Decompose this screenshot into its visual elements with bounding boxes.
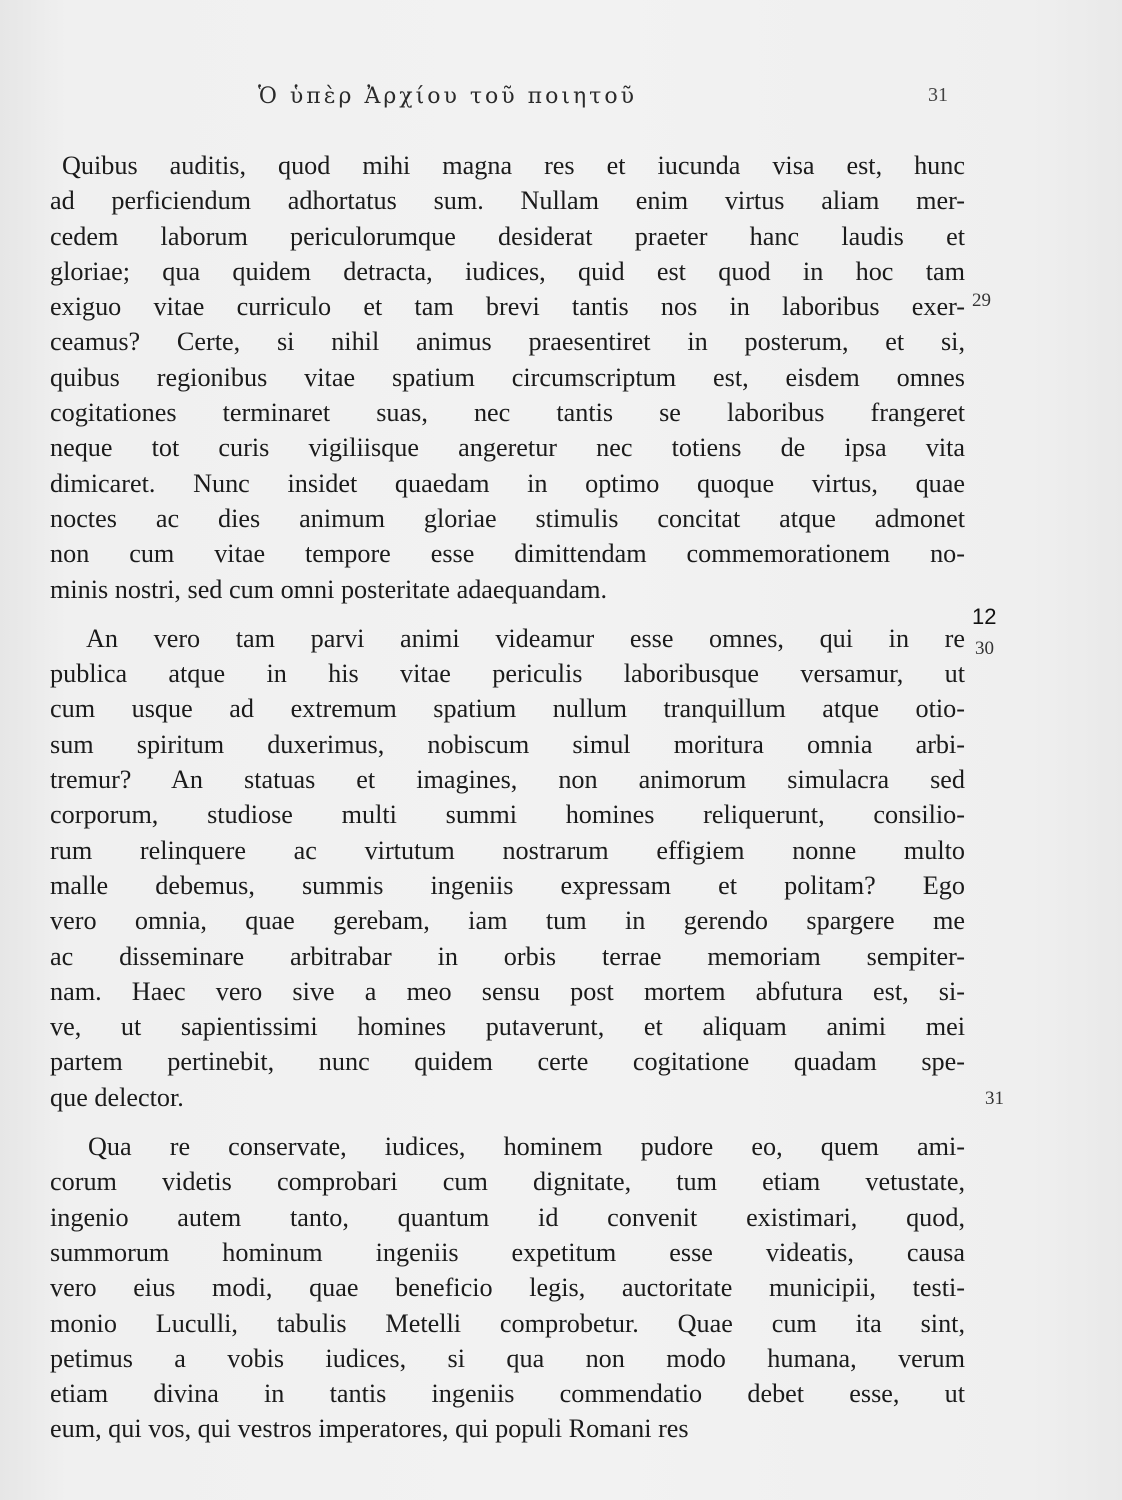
text-line: exiguo vitae curriculo et tam brevi tantis nos in laboribus exer-: [50, 292, 965, 322]
paragraph-1: [50, 148, 965, 607]
margin-number-29: 29: [972, 290, 991, 311]
text-line: An vero tam parvi animi videamur esse omnes, qui in re: [86, 623, 965, 653]
body-text: [50, 148, 965, 1447]
text-line: gloriae; qua quidem detracta, iudices, quid est quod in hoc tam: [50, 256, 965, 286]
text-line: quibus regionibus vitae spatium circumscriptum est, eisdem omnes: [50, 362, 965, 392]
paragraph-gap: [50, 1115, 965, 1129]
text-line: summorum hominum ingeniis expetitum esse videatis, causa: [50, 1237, 965, 1267]
text-line: nam. Haec vero sive a meo sensu post mortem abfutura est, si-: [50, 976, 965, 1006]
text-line: corum videtis comprobari cum dignitate, tum etiam vetustate,: [50, 1167, 965, 1197]
text-line: noctes ac dies animum gloriae stimulis concitat atque admonet: [50, 503, 965, 533]
text-line: ac disseminare arbitrabar in orbis terrae memoriam sempiter-: [50, 941, 965, 971]
text-line: ceamus? Certe, si nihil animus praesentiret in posterum, et si,: [50, 327, 965, 357]
text-line: vero omnia, quae gerebam, iam tum in gerendo spargere me: [50, 906, 965, 936]
text-line: monio Luculli, tabulis Metelli comprobetur. Quae cum ita sint,: [50, 1308, 965, 1338]
text-line: etiam divina in tantis ingeniis commendatio debet esse, ut: [50, 1379, 965, 1409]
text-line: eum, qui vos, qui vestros imperatores, qui populi Romani res: [50, 1414, 689, 1444]
paragraph-gap: [50, 607, 965, 621]
text-line: Quibus auditis, quod mihi magna res et iucunda visa est, hunc: [62, 151, 965, 180]
text-line: partem pertinebit, nunc quidem certe cogitatione quadam spe-: [50, 1047, 965, 1077]
text-line: non cum vitae tempore esse dimittendam commemorationem no-: [50, 539, 965, 569]
text-line: dimicaret. Nunc insidet quaedam in optimo quoque virtus, quae: [50, 468, 965, 498]
page-number: 31: [928, 84, 948, 106]
margin-number-30: 30: [975, 638, 994, 659]
text-line: malle debemus, summis ingeniis expressam et politam? Ego: [50, 870, 965, 900]
text-line: tremur? An statuas et imagines, non animorum simulacra sed: [50, 765, 965, 795]
text-line: minis nostri, sed cum omni posteritate adaequandam.: [50, 574, 608, 604]
text-line: cum usque ad extremum spatium nullum tranquillum atque otio-: [50, 694, 965, 724]
margin-number-31: 31: [985, 1088, 1004, 1109]
paragraph-2: [50, 621, 965, 1115]
text-line: cogitationes terminaret suas, nec tantis se laboribus frangeret: [50, 398, 965, 428]
text-line: vero eius modi, quae beneficio legis, auctoritate municipii, testi-: [50, 1273, 965, 1303]
text-line: sum spiritum duxerimus, nobiscum simul moritura omnia arbi-: [50, 729, 965, 759]
text-line: ve, ut sapientissimi homines putaverunt, et aliquam animi mei: [50, 1012, 965, 1042]
text-line: que delector.: [50, 1082, 184, 1112]
text-line: publica atque in his vitae periculis laboribusque versamur, ut: [50, 659, 965, 689]
margin-number-12: 12: [972, 604, 997, 629]
page-header: [0, 84, 1122, 118]
text-line: Qua re conservate, iudices, hominem pudore eo, quem ami-: [88, 1132, 965, 1162]
paragraph-3: [50, 1129, 965, 1447]
text-line: neque tot curis vigiliisque angeretur nec totiens de ipsa vita: [50, 433, 965, 463]
text-line: ad perficiendum adhortatus sum. Nullam enim virtus aliam mer-: [50, 186, 965, 216]
text-line: petimus a vobis iudices, si qua non modo humana, verum: [50, 1343, 965, 1373]
running-title: Ὁ ὑπὲρ Ἀρχίου τοῦ ποιητοῦ: [258, 84, 637, 109]
text-line: cedem laborum periculorumque desiderat praeter hanc laudis et: [50, 221, 965, 251]
text-line: rum relinquere ac virtutum nostrarum effigiem nonne multo: [50, 835, 965, 865]
text-line: ingenio autem tanto, quantum id convenit existimari, quod,: [50, 1202, 965, 1232]
text-line: corporum, studiose multi summi homines reliquerunt, consilio-: [50, 800, 965, 830]
